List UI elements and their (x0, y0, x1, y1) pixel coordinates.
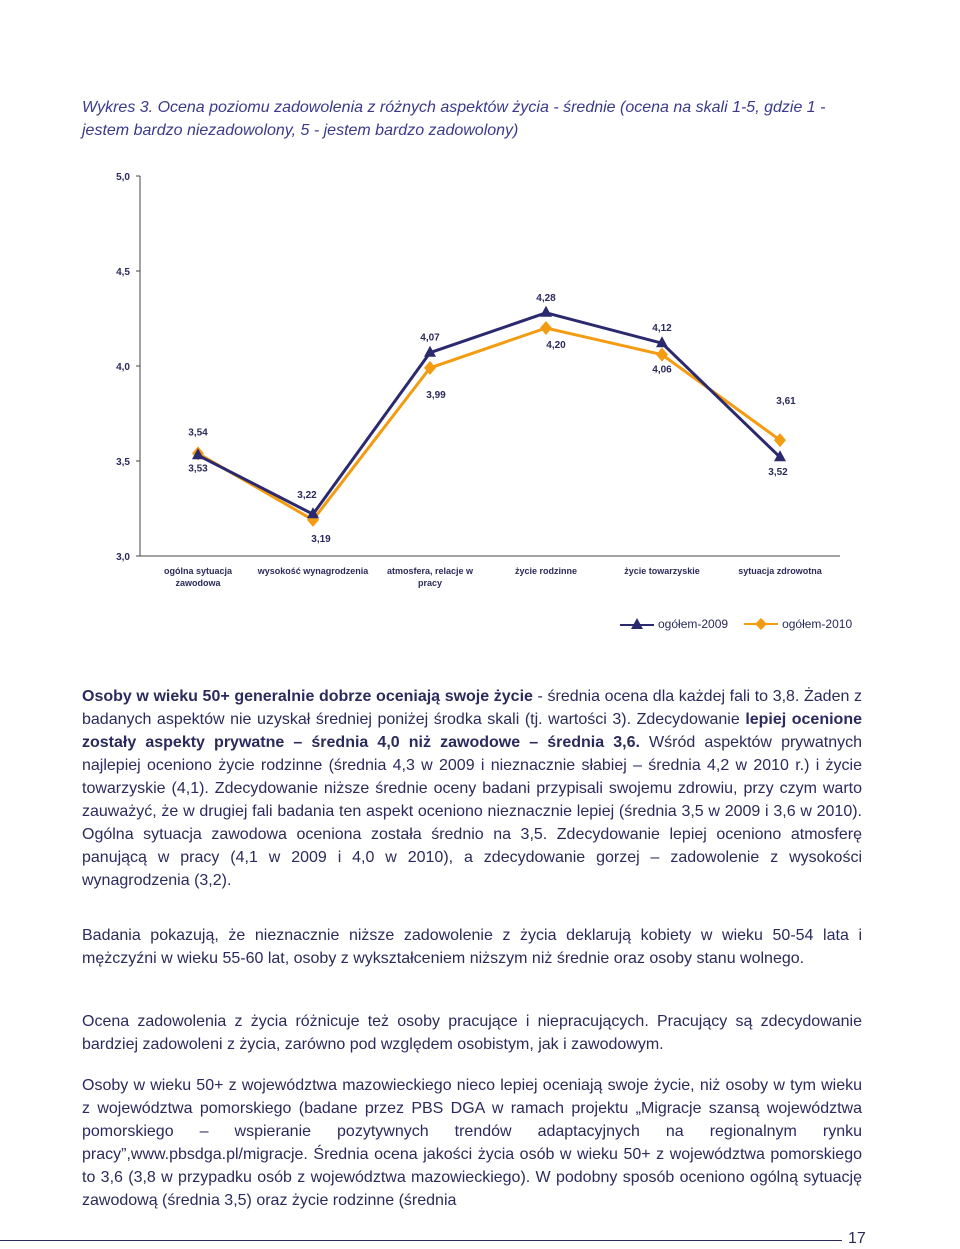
data-label: 3,53 (188, 463, 208, 475)
data-label: 3,52 (768, 467, 788, 479)
line-chart (0, 160, 960, 610)
data-label: 4,12 (652, 323, 672, 335)
x-tick-label: życie towarzyskie (624, 566, 700, 576)
legend-label-2010: ogółem-2010 (782, 617, 853, 631)
x-tick-label: zawodowa (175, 578, 221, 588)
legend-triangle-marker-icon (620, 617, 654, 631)
x-tick-label: pracy (417, 578, 443, 588)
data-point-2010 (656, 348, 668, 362)
series-line-ogółem-2009 (198, 313, 780, 514)
x-tick-label: ogólna sytuacja (163, 566, 233, 576)
data-label: 3,61 (776, 396, 796, 408)
legend-item-2010 (744, 617, 852, 631)
paragraph-demographics: Badania pokazują, że nieznacznie niższe zadowolenie z życia deklarują kobiety w wieku 50-54 lata i mężczyźni w wieku 55-60 lat, osoby z wykształceniem niższym niż średnie oraz osoby stanu wolnego. (82, 927, 862, 967)
y-tick-label: 3,5 (116, 457, 130, 468)
chart-legend (620, 617, 868, 631)
data-point-2009 (540, 306, 552, 317)
x-tick-label: życie rodzinne (514, 566, 578, 576)
data-point-2010 (540, 321, 552, 335)
data-label: 3,99 (426, 389, 446, 401)
chart-caption: Wykres 3. Ocena poziomu zadowolenia z różnych aspektów życia - średnie (ocena na skali 1-5, gdzie 1 - jestem bardzo niezadowolony, 5 - jestem bardzo zadowolony) (82, 99, 826, 139)
paragraph-summary-bold-1: Osoby w wieku 50+ generalnie dobrze oceniają swoje życie (82, 688, 533, 705)
y-tick-label: 4,0 (116, 362, 130, 373)
data-label: 4,07 (420, 332, 440, 344)
data-label: 3,19 (311, 533, 331, 545)
paragraph-summary-text-2: Wśród aspektów prywatnych najlepiej oceniono życie rodzinne (średnia 4,3 w 2009 i nieznacznie słabiej – średnia 4,2 w 2010 r.) i życie towarzyskie (4,1). Zdecydowanie niższe średnie oceny badani przypisali swojemu zdrowiu, przy czym warto zauważyć, że w drugiej fali badania ten aspekt oceniono nieznacznie lepiej (średnia 3,5 w 2009 i 3,6 w 2010). Ogólna sytuacja zawodowa oceniona została średnio na 3,5. Zdecydowanie lepiej oceniono atmosferę panującą w pracy (4,1 w 2009 i 4,0 w 2010), a zdecydowanie gorzej – zadowolenie z wysokości wynagrodzenia (3,2). (82, 734, 863, 889)
page-number: 17 (848, 1230, 866, 1247)
y-tick-label: 3,0 (116, 552, 130, 563)
paragraph-regional: Osoby w wieku 50+ z województwa mazowieckiego nieco lepiej oceniają swoje życie, niż osoby w tym wieku z województwa pomorskiego (badane przez PBS DGA w ramach projektu „Migracje szansą województwa pomorskiego – wspieranie pozytywnych trendów adaptacyjnych na regionalnym rynku pracy”,www.pbsdga.pl/migracje. Średnia ocena jakości życia osób w wieku 50+ z województwa pomorskiego to 3,6 (3,8 w przypadku osób z województwa mazowieckiego). W podobny sposób oceniono ogólną sytuację zawodową (średnia 3,5) oraz życie rodzinne (średnia (82, 1077, 862, 1209)
data-point-2010 (774, 433, 786, 447)
y-tick-label: 4,5 (116, 267, 130, 278)
paragraph-summary-text-1: - średnia ocena dla każdej fali to 3,8. Żaden z badanych aspektów nie uzyskał średniej poniżej środka skali (tj. wartości 3). Zdecydowanie (82, 688, 862, 728)
y-tick-label: 5,0 (116, 172, 130, 183)
data-label: 4,28 (536, 292, 556, 304)
paragraph-employment: Ocena zadowolenia z życia różnicuje też osoby pracujące i niepracujących. Pracujący są zdecydowanie bardziej zadowoleni z życia, zarówno pod względem osobistym, jak i zawodowym. (82, 1013, 862, 1053)
paragraph-summary (82, 685, 862, 892)
series-line-ogółem-2010 (198, 328, 780, 520)
x-tick-label: atmosfera, relacje w (386, 566, 474, 576)
legend-diamond-marker-icon (744, 617, 778, 631)
data-label: 4,20 (546, 340, 566, 351)
x-tick-label: wysokość wynagrodzenia (257, 566, 369, 576)
data-label: 3,22 (297, 490, 317, 502)
x-tick-label: sytuacja zdrowotna (738, 566, 822, 576)
legend-label-2009: ogółem-2009 (658, 617, 729, 631)
paragraph-summary-bold-2: lepiej ocenione zostały aspekty prywatne – średnia 4,0 niż zawodowe – średnia 3,6. (82, 711, 862, 751)
data-label: 3,54 (188, 427, 208, 439)
footer-rule (0, 1240, 842, 1241)
data-label: 4,06 (652, 364, 672, 376)
legend-item-2009 (620, 617, 728, 631)
